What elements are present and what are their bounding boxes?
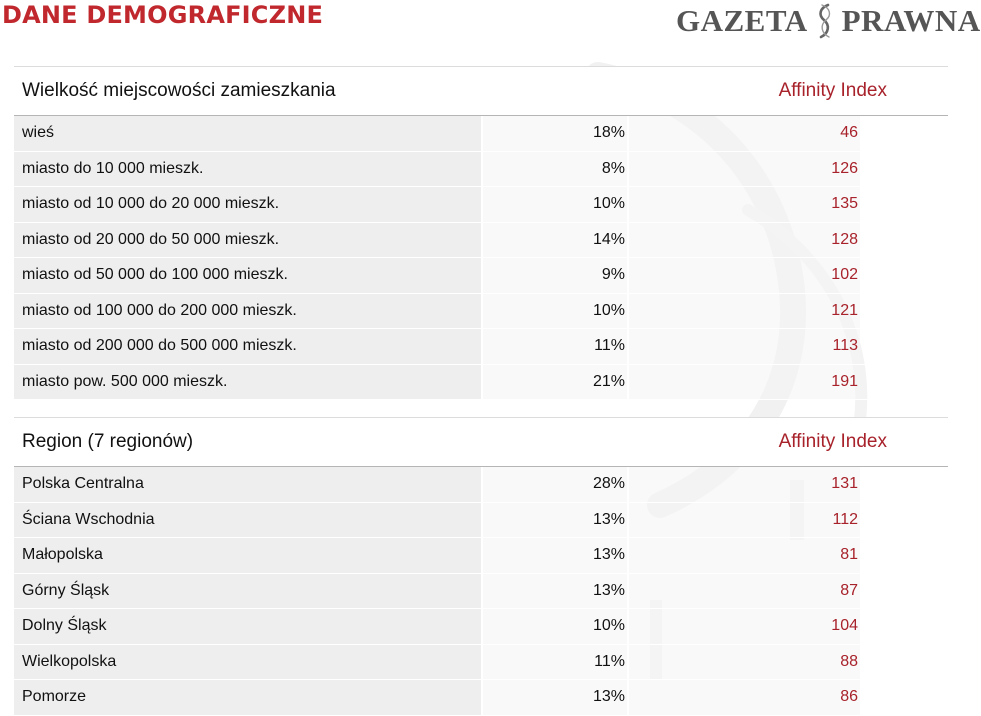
row-percent: 13% [483,503,627,538]
table-row [14,503,948,539]
row-affinity: 113 [629,329,860,364]
row-affinity: 102 [629,258,860,293]
table-row [14,187,948,223]
row-label: Górny Śląsk [14,574,481,609]
row-percent: 18% [483,116,627,151]
row-affinity: 46 [629,116,860,151]
row-percent: 28% [483,467,627,502]
row-label: miasto od 50 000 do 100 000 mieszk. [14,258,481,293]
row-affinity: 104 [629,609,860,644]
affinity-index-header: Affinity Index [778,431,887,452]
row-affinity: 131 [629,467,860,502]
affinity-index-header: Affinity Index [778,80,887,101]
row-label: miasto pow. 500 000 mieszk. [14,365,481,400]
table-row [14,645,948,681]
row-label: Małopolska [14,538,481,573]
row-percent: 10% [483,294,627,329]
region-label: Region (7 regionów) [22,431,194,452]
row-percent: 10% [483,187,627,222]
logo-text-right: PRAWNA [841,3,981,38]
row-affinity: 87 [629,574,860,609]
table-row [14,329,948,365]
region-table [14,417,948,716]
city-size-header [14,66,948,116]
table-row [14,116,948,152]
table-row [14,294,948,330]
table-row [14,152,948,188]
row-label: Wielkopolska [14,645,481,680]
row-label: miasto do 10 000 mieszk. [14,152,481,187]
row-label: miasto od 20 000 do 50 000 mieszk. [14,223,481,258]
row-percent: 10% [483,609,627,644]
row-label: miasto od 100 000 do 200 000 mieszk. [14,294,481,329]
row-label: Ściana Wschodnia [14,503,481,538]
row-percent: 11% [483,645,627,680]
row-affinity: 86 [629,680,860,715]
row-percent: 13% [483,538,627,573]
row-percent: 14% [483,223,627,258]
row-percent: 21% [483,365,627,400]
row-affinity: 135 [629,187,860,222]
city-size-table [14,66,948,400]
row-label: Dolny Śląsk [14,609,481,644]
row-affinity: 112 [629,503,860,538]
table-row [14,574,948,610]
row-label: wieś [14,116,481,151]
table-row [14,538,948,574]
table-row [14,258,948,294]
logo-text-left: GAZETA [676,3,808,38]
section-sign-icon [812,2,838,40]
city-size-rows [14,116,948,400]
row-percent: 8% [483,152,627,187]
row-affinity: 191 [629,365,860,400]
city-size-label: Wielkość miejscowości zamieszkania [22,80,336,101]
row-label: Polska Centralna [14,467,481,502]
row-affinity: 126 [629,152,860,187]
table-row [14,467,948,503]
row-affinity: 81 [629,538,860,573]
row-affinity: 121 [629,294,860,329]
table-row [14,680,948,716]
row-affinity: 88 [629,645,860,680]
region-rows [14,467,948,716]
row-percent: 11% [483,329,627,364]
row-label: miasto od 200 000 do 500 000 mieszk. [14,329,481,364]
page-title: DANE DEMOGRAFICZNE [2,1,324,29]
region-header [14,417,948,467]
table-row [14,365,948,401]
row-label: miasto od 10 000 do 20 000 mieszk. [14,187,481,222]
table-row [14,609,948,645]
row-percent: 13% [483,680,627,715]
row-label: Pomorze [14,680,481,715]
row-percent: 9% [483,258,627,293]
gazeta-prawna-logo [676,2,981,40]
row-percent: 13% [483,574,627,609]
row-affinity: 128 [629,223,860,258]
table-row [14,223,948,259]
